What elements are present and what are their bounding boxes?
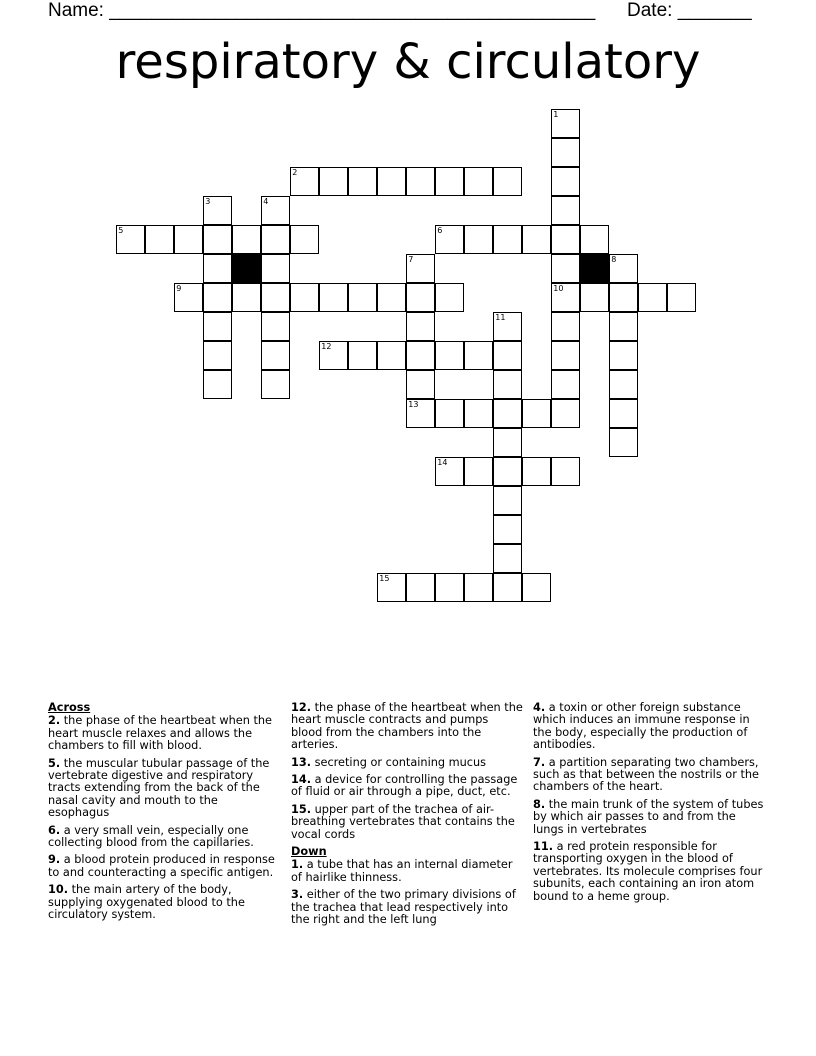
grid-cell[interactable] xyxy=(319,283,348,312)
black-cell xyxy=(580,254,609,283)
grid-cell[interactable] xyxy=(435,399,464,428)
grid-cell[interactable] xyxy=(435,457,464,486)
grid-cell[interactable] xyxy=(551,138,580,167)
grid-cell[interactable] xyxy=(435,167,464,196)
grid-cell[interactable] xyxy=(522,399,551,428)
grid-cell[interactable] xyxy=(551,283,580,312)
grid-cell[interactable] xyxy=(377,573,406,602)
grid-cell[interactable] xyxy=(493,399,522,428)
grid-cell[interactable] xyxy=(406,283,435,312)
grid-cell[interactable] xyxy=(290,167,319,196)
black-cell xyxy=(232,254,261,283)
clue-down-7: 7. a partition separating two chambers, such as that between the nostrils or the chambers of the heart. xyxy=(533,755,759,794)
grid-cell[interactable] xyxy=(261,370,290,399)
grid-cell[interactable] xyxy=(551,167,580,196)
grid-cell[interactable] xyxy=(551,225,580,254)
grid-cell[interactable] xyxy=(493,370,522,399)
grid-cell[interactable] xyxy=(551,370,580,399)
clue-number: 1 xyxy=(553,110,559,120)
grid-cell[interactable] xyxy=(435,573,464,602)
grid-cell[interactable] xyxy=(493,312,522,341)
grid-cell[interactable] xyxy=(203,312,232,341)
grid-cell[interactable] xyxy=(464,399,493,428)
clues-column-1 xyxy=(48,702,280,927)
grid-cell[interactable] xyxy=(435,225,464,254)
grid-cell[interactable] xyxy=(145,225,174,254)
grid-cell[interactable] xyxy=(406,341,435,370)
grid-cell[interactable] xyxy=(493,341,522,370)
grid-cell[interactable] xyxy=(493,225,522,254)
clue-across-14: 14. a device for controlling the passage of fluid or air through a pipe, duct, etc. xyxy=(291,773,518,799)
clue-number: 11 xyxy=(495,313,506,323)
grid-cell[interactable] xyxy=(232,225,261,254)
grid-cell[interactable] xyxy=(551,109,580,138)
grid-cell[interactable] xyxy=(319,341,348,370)
grid-cell[interactable] xyxy=(203,283,232,312)
date-field[interactable]: Date: _______ xyxy=(627,0,752,21)
grid-cell[interactable] xyxy=(232,283,261,312)
grid-cell[interactable] xyxy=(464,573,493,602)
clue-down-4: 4. a toxin or other foreign substance which induces an immune response in the body, especially the production of antibodies. xyxy=(533,701,750,752)
grid-cell[interactable] xyxy=(348,283,377,312)
name-field[interactable]: Name: ______________________________________________ xyxy=(48,0,596,21)
grid-cell[interactable] xyxy=(464,225,493,254)
grid-cell[interactable] xyxy=(464,341,493,370)
grid-cell[interactable] xyxy=(609,283,638,312)
clue-number: 13 xyxy=(408,400,419,410)
grid-cell[interactable] xyxy=(261,196,290,225)
grid-cell[interactable] xyxy=(551,196,580,225)
grid-cell[interactable] xyxy=(551,341,580,370)
grid-cell[interactable] xyxy=(261,283,290,312)
grid-cell[interactable] xyxy=(551,254,580,283)
grid-cell[interactable] xyxy=(203,254,232,283)
grid-cell[interactable] xyxy=(261,254,290,283)
grid-cell[interactable] xyxy=(290,225,319,254)
clue-across-5: 5. the muscular tubular passage of the vertebrate digestive and respiratory tracts extending from the back of the nasal cavity and mouth to the esophagus xyxy=(48,756,270,820)
clue-down-11: 11. a red protein responsible for transporting oxygen in the blood of vertebrates. Its molecule comprises four subunits, each containing an iron atom bound to a heme group. xyxy=(533,840,763,903)
grid-cell[interactable] xyxy=(493,515,522,544)
grid-cell[interactable] xyxy=(203,370,232,399)
clue-number: 4 xyxy=(263,197,269,207)
clue-down-3: 3. either of the two primary divisions of the trachea that lead respectively into the right and the left lung xyxy=(291,888,516,927)
grid-cell[interactable] xyxy=(406,573,435,602)
clue-across-2: 2. the phase of the heartbeat when the heart muscle relaxes and allows the chambers to fill with blood. xyxy=(48,714,272,753)
grid-cell[interactable] xyxy=(522,573,551,602)
grid-cell[interactable] xyxy=(319,167,348,196)
clue-across-10: 10. the main artery of the body, supplying oxygenated blood to the circulatory system. xyxy=(48,883,245,922)
grid-cell[interactable] xyxy=(174,283,203,312)
clue-down-8: 8. the main trunk of the system of tubes by which air passes to and from the lungs in vertebrates xyxy=(533,797,764,836)
clue-number: 7 xyxy=(408,255,414,265)
grid-cell[interactable] xyxy=(290,283,319,312)
grid-cell[interactable] xyxy=(406,167,435,196)
grid-cell[interactable] xyxy=(435,283,464,312)
clue-across-15: 15. upper part of the trachea of air-breathing vertebrates that contains the vocal cords xyxy=(291,802,515,841)
clue-number: 8 xyxy=(611,255,617,265)
grid-cell[interactable] xyxy=(348,167,377,196)
clue-number: 2 xyxy=(292,168,298,178)
clues-column-3 xyxy=(533,702,765,908)
grid-cell[interactable] xyxy=(667,283,696,312)
grid-cell[interactable] xyxy=(116,225,145,254)
grid-cell[interactable] xyxy=(609,428,638,457)
down-heading: Down xyxy=(291,845,327,859)
clue-number: 14 xyxy=(437,458,448,468)
grid-cell[interactable] xyxy=(348,341,377,370)
grid-cell[interactable] xyxy=(522,225,551,254)
clue-number: 15 xyxy=(379,574,390,584)
grid-cell[interactable] xyxy=(377,167,406,196)
clue-across-6: 6. a very small vein, especially one collecting blood from the capillaries. xyxy=(48,823,254,850)
grid-cell[interactable] xyxy=(551,399,580,428)
grid-cell[interactable] xyxy=(377,341,406,370)
grid-cell[interactable] xyxy=(174,225,203,254)
clue-down-1: 1. a tube that has an internal diameter of hairlike thinness. xyxy=(291,858,513,884)
grid-cell[interactable] xyxy=(464,457,493,486)
page-title: respiratory & circulatory xyxy=(115,34,701,90)
grid-cell[interactable] xyxy=(609,370,638,399)
grid-cell[interactable] xyxy=(522,457,551,486)
grid-cell[interactable] xyxy=(638,283,667,312)
grid-cell[interactable] xyxy=(493,544,522,573)
grid-cell[interactable] xyxy=(493,457,522,486)
clue-number: 9 xyxy=(176,284,182,294)
grid-cell[interactable] xyxy=(377,283,406,312)
clue-across-12: 12. the phase of the heartbeat when the heart muscle contracts and pumps blood from the chambers into the arteries. xyxy=(291,701,523,752)
grid-cell[interactable] xyxy=(203,196,232,225)
clue-across-9: 9. a blood protein produced in response to and counteracting a specific antigen. xyxy=(48,853,275,879)
clue-number: 6 xyxy=(437,226,443,236)
grid-cell[interactable] xyxy=(580,283,609,312)
grid-cell[interactable] xyxy=(464,167,493,196)
grid-cell[interactable] xyxy=(551,312,580,341)
grid-cell[interactable] xyxy=(435,341,464,370)
grid-cell[interactable] xyxy=(406,312,435,341)
clue-number: 3 xyxy=(205,197,211,207)
grid-cell[interactable] xyxy=(609,254,638,283)
grid-cell[interactable] xyxy=(406,399,435,428)
grid-cell[interactable] xyxy=(493,573,522,602)
grid-cell[interactable] xyxy=(551,457,580,486)
grid-cell[interactable] xyxy=(261,341,290,370)
clues-column-2 xyxy=(291,702,523,932)
grid-cell[interactable] xyxy=(609,341,638,370)
across-heading: Across xyxy=(48,701,91,714)
grid-cell[interactable] xyxy=(406,254,435,283)
grid-cell[interactable] xyxy=(609,312,638,341)
clue-number: 12 xyxy=(321,342,332,352)
grid-cell[interactable] xyxy=(406,370,435,399)
grid-cell[interactable] xyxy=(609,399,638,428)
grid-cell[interactable] xyxy=(493,167,522,196)
grid-cell[interactable] xyxy=(203,341,232,370)
clue-across-13: 13. secreting or containing mucus xyxy=(291,755,487,769)
grid-cell[interactable] xyxy=(203,225,232,254)
grid-cell[interactable] xyxy=(580,225,609,254)
grid-cell[interactable] xyxy=(261,225,290,254)
clue-number: 5 xyxy=(118,226,124,236)
clue-number: 10 xyxy=(553,284,564,294)
grid-cell[interactable] xyxy=(493,428,522,457)
grid-cell[interactable] xyxy=(493,486,522,515)
grid-cell[interactable] xyxy=(261,312,290,341)
